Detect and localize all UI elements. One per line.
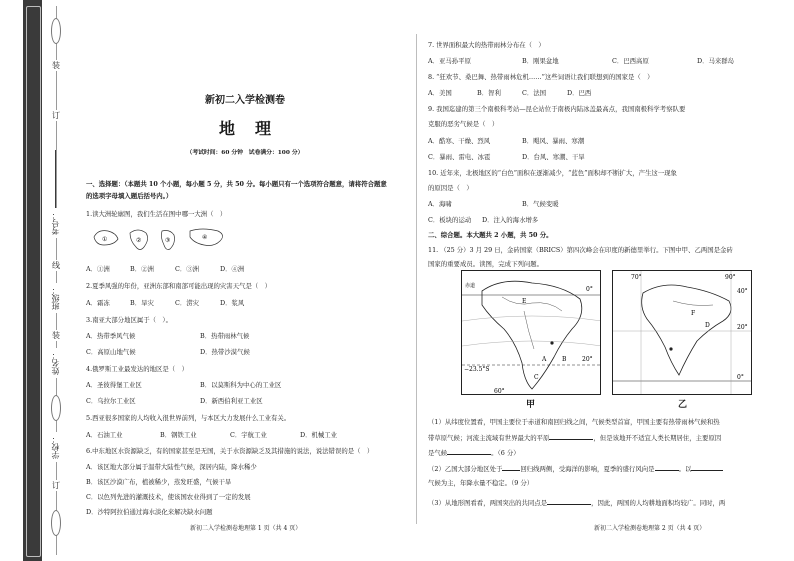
q10-option-c[interactable]: C．板块的运动 <box>428 216 472 224</box>
map-jia-brazil <box>461 270 601 395</box>
map-label-4: ④ <box>202 234 208 241</box>
q11-sub2-cont: 气候为主，年降水量不稳定。（9 分） <box>428 479 534 487</box>
map-yi-label-lat40: 40° <box>737 288 748 295</box>
school-field[interactable]: 学校： <box>47 432 65 462</box>
q11-sub1-blank1[interactable] <box>549 433 593 440</box>
page1-footer: 新初二入学检测卷地理第 1 页（共 4 页） <box>190 525 302 532</box>
exam-page-1 <box>80 0 410 561</box>
section2-heading: 二、综合题。本大题共 2 小题，共 50 分。 <box>428 231 553 239</box>
map-jia-label-lat20: 20° <box>582 356 593 363</box>
q11-sub1-blank2[interactable] <box>447 448 491 455</box>
exam-info: （考试时间：60 分钟 试卷满分：100 分） <box>186 150 304 156</box>
map-yi-caption: 乙 <box>678 400 688 410</box>
map-jia-label-e: E <box>522 298 527 305</box>
map-jia-drawing <box>462 271 601 395</box>
q11-sub1: （1）从纬度位置看，甲国主要位于赤道和南回归线之间，气候类型首富，甲国主要有热带雨林气候和热 <box>428 418 720 426</box>
seal-char: 装 <box>49 60 63 71</box>
map-yi-label-d: D <box>705 322 710 329</box>
seal-hole <box>51 18 61 44</box>
q5-stem: 5.西亚很多国家的人均收入很世界前列，与本区大力发展什么工业有关。 <box>86 414 291 422</box>
map-yi-label-f: F <box>691 310 696 317</box>
q10-stem-cont: 的原因是（ ） <box>428 184 473 192</box>
q2-option-b[interactable]: B．旱灾 <box>130 299 154 307</box>
q5-option-c[interactable]: C．宇航工业 <box>230 431 267 439</box>
q2-option-a[interactable]: A．霜冻 <box>86 299 110 307</box>
q10-option-b[interactable]: B．气候变暖 <box>522 200 559 208</box>
q11-sub2-blank2[interactable] <box>655 464 679 471</box>
q1-option-c[interactable]: C．③洲 <box>175 265 200 273</box>
q9-stem-cont: 克服的恶劣气候是（ ） <box>428 120 499 128</box>
subject-title: 地理 <box>218 119 291 138</box>
seal-hole <box>51 395 61 421</box>
q11-sub2 <box>428 464 723 474</box>
q7-option-b[interactable]: B．刚果盆地 <box>522 57 559 65</box>
map-yi-india <box>612 270 752 395</box>
q8-option-d[interactable]: D．巴西 <box>567 89 592 97</box>
section1-heading: 一、选择题：（本题共 10 个小题，每小题 5 分，共 50 分。每小题只有一个选项符合题意，请将符合题意 <box>86 180 387 188</box>
map-jia-label-equator: 赤道 <box>465 283 476 289</box>
q11-stem: 11. （25 分）3 月 29 日，金砖国家（BRICS）第四次峰会在印度的新德里举行。下图中甲、乙两国是金砖 <box>428 246 733 254</box>
q11-sub1-cont2 <box>428 448 520 458</box>
q11-sub2-blank3[interactable] <box>691 464 723 471</box>
map-yi-drawing <box>613 271 752 395</box>
q7-stem: 7. 世界面积最大的热带雨林分布在（ ） <box>428 41 545 49</box>
map-jia-label-tropic: −23.5°S <box>464 366 490 373</box>
student-id-field[interactable]: 考号： <box>47 208 65 238</box>
name-field[interactable]: 姓名： <box>47 348 65 378</box>
q3-option-d[interactable]: D．热带沙漠气候 <box>200 348 250 356</box>
q6-option-a[interactable]: A．该区地大部分属于温带大陆性气候，深居内陆，降水稀少 <box>86 463 257 471</box>
exam-title: 新初二入学检测卷 <box>205 95 285 106</box>
seal-hole <box>51 510 61 536</box>
map-label-2: ② <box>136 237 142 244</box>
q10-option-d[interactable]: D．注入的海水增多 <box>482 216 539 224</box>
q9-option-d[interactable]: D．台风、寒潮、干旱 <box>522 153 585 161</box>
map-yi-label-lon90: 90° <box>725 274 736 281</box>
binding-strip <box>23 0 42 561</box>
q11-sub1-text-c: 是气候 <box>428 449 448 457</box>
q3-option-c[interactable]: C．高原山地气候 <box>86 348 136 356</box>
q6-option-c[interactable]: C．以色列先进的灌溉技术，使该国农业得到了一定的发展 <box>86 493 251 501</box>
q6-option-d[interactable]: D．沙特阿拉伯通过海水淡化来解决缺水问题 <box>86 508 213 516</box>
q2-option-d[interactable]: D．浆风 <box>220 299 245 307</box>
q4-option-d[interactable]: D．新西伯利亚工业区 <box>200 397 263 405</box>
q11-sub3-text-b: ，因此，两国的人均耕地面积均较广。同时，两 <box>591 499 726 507</box>
map-jia-label-a: A <box>542 356 547 363</box>
q8-option-a[interactable]: A．美国 <box>428 89 452 97</box>
seal-char: 线 <box>49 260 63 271</box>
q11-sub1-cont <box>428 433 721 443</box>
map-label-3: ③ <box>165 237 171 244</box>
map-yi-label-lat20: 20° <box>737 324 748 331</box>
q1-option-a[interactable]: A．①洲 <box>86 265 110 273</box>
page2-footer: 新初二入学检测卷地理第 2 页（共 4 页） <box>594 525 706 532</box>
q1-option-b[interactable]: B．②洲 <box>130 265 154 273</box>
q11-sub1-text-d: 。（6 分） <box>491 449 520 457</box>
q8-stem: 8. “狂欢节、桑巴舞、热带雨林危机……”这些词语让我们联想到的国家是（ ） <box>428 73 654 81</box>
q11-sub2-blank1[interactable] <box>502 464 520 471</box>
q11-sub3-blank1[interactable] <box>547 498 591 505</box>
q9-stem: 9. 我国迄建的第三个南极科考站—昆仑站位于南极内陆冰盖最高点，我国南极科学考察队要 <box>428 105 686 113</box>
q4-stem: 4.俄罗斯工业最发达的地区是（ ） <box>86 365 188 373</box>
section1-heading-cont: 的选项字母填入题后括号内。） <box>86 192 173 200</box>
q2-option-c[interactable]: C．涝灾 <box>175 299 200 307</box>
q8-option-c[interactable]: C．法国 <box>522 89 547 97</box>
q6-stem: 6.中东地区水资源缺乏，有的国家甚至是无国，关于水资源缺乏及其措施的说法，说法错误的是（ ） <box>86 447 374 455</box>
q6-option-b[interactable]: B．该区沙漠广布，植被稀少，蒸发旺盛，气候干旱 <box>86 478 232 486</box>
map-jia-caption: 甲 <box>526 400 536 410</box>
map-jia-label-lon60: 60° <box>494 388 505 395</box>
q7-option-c[interactable]: C．巴西高原 <box>612 57 649 65</box>
q4-option-b[interactable]: B．以莫斯科为中心的工业区 <box>200 381 282 389</box>
q3-option-b[interactable]: B．热带雨林气候 <box>200 332 250 340</box>
q8-option-b[interactable]: B．智利 <box>477 89 501 97</box>
q11-sub3 <box>428 498 725 508</box>
q7-option-a[interactable]: A．亚马孙平原 <box>428 57 471 65</box>
map-label-1: ① <box>102 236 108 243</box>
q11-sub3-text-a: （3）从地形图看看，两国突出的共同点是 <box>428 499 548 507</box>
page-divider <box>416 34 417 524</box>
exam-page-2 <box>422 0 787 561</box>
q2-stem: 2.夏季风强的年份，亚洲东部和南部可能出现的灾害天气是（ ） <box>86 282 272 290</box>
q10-option-a[interactable]: A．海啸 <box>428 200 452 208</box>
map-jia-label-c: C <box>534 374 539 381</box>
q11-sub1-text-b: ，但是该地开不适宜人类长期居住，主要原因 <box>593 434 722 442</box>
q11-stem-cont: 国家的重要成员。读图，完成下列问题。 <box>428 260 544 268</box>
q11-sub1-text-a: 带草原气候；河流主流域有世界最大的平原 <box>428 434 550 442</box>
seal-char: 装 <box>49 330 63 341</box>
seal-line-column <box>44 0 70 561</box>
q5-option-a[interactable]: A．石油工业 <box>86 431 123 439</box>
seal-char: 订 <box>49 480 63 491</box>
map-jia-label-b: B <box>562 356 567 363</box>
continent-outline-map <box>90 225 230 255</box>
q1-option-d[interactable]: D．④洲 <box>220 265 245 273</box>
q5-option-b[interactable]: B．钢铁工业 <box>160 431 197 439</box>
q4-option-c[interactable]: C．乌拉尔工业区 <box>86 397 136 405</box>
q9-option-c[interactable]: C．暴雨、雷电、冰雹 <box>428 153 491 161</box>
q9-option-b[interactable]: B．飓风、暴雨、寒潮 <box>522 137 585 145</box>
q11-sub2-text-b: 回归线两侧，受海洋的影响，夏季的盛行风向是 <box>520 465 655 473</box>
q10-stem: 10. 近年来，北极地区的“白色”面积在逐渐减少，“蓝色”面积却不断扩大，产生这一现象 <box>428 169 677 177</box>
q4-option-a[interactable]: A．圣彼得堡工业区 <box>86 381 142 389</box>
class-field[interactable]: 班级： <box>47 283 65 313</box>
q1-stem: 1.读大洲轮廓图，我们生活在图中哪一大洲（ ） <box>86 210 227 218</box>
q11-sub2-text-a: （2）乙国大部分地区处于 <box>428 465 503 473</box>
map-yi-label-lon70: 70° <box>631 274 642 281</box>
q11-sub2-text-c: 。以 <box>678 465 692 473</box>
q3-option-a[interactable]: A．热带季风气候 <box>86 332 136 340</box>
q9-option-a[interactable]: A．酷寒、干燥、烈风 <box>428 137 491 145</box>
q5-option-d[interactable]: D．机械工业 <box>300 431 338 439</box>
q3-stem: 3.南亚大部分地区属于（ ）。 <box>86 316 172 324</box>
map-yi-label-lat0: 0° <box>737 374 744 381</box>
seal-line <box>56 6 57 555</box>
seal-char: 订 <box>49 110 63 121</box>
map-jia-label-lat0: 0° <box>586 286 593 293</box>
q7-option-d[interactable]: D．马来群岛 <box>697 57 735 65</box>
